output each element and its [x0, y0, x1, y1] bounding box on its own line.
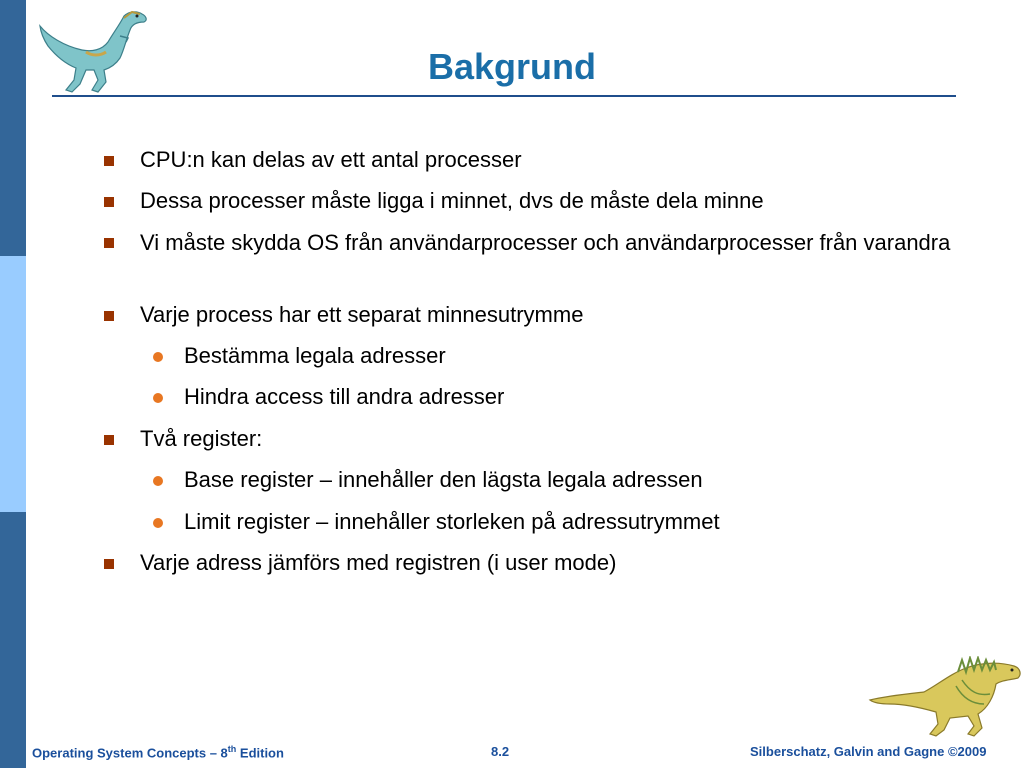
sub-bullet-item: Hindra access till andra adresser: [184, 384, 505, 409]
round-subbullet-icon: [153, 518, 163, 528]
round-subbullet-icon: [153, 393, 163, 403]
bullet-item: Varje process har ett separat minnesutrymme: [140, 302, 584, 327]
slide-title: Bakgrund: [427, 46, 596, 87]
sub-bullet-item: Base register – innehåller den lägsta legala adressen: [184, 467, 703, 492]
square-bullet-icon: [104, 435, 114, 445]
sub-bullet-item: Bestämma legala adresser: [184, 343, 446, 368]
round-subbullet-icon: [153, 476, 163, 486]
bullet-item: CPU:n kan delas av ett antal processer: [140, 147, 522, 172]
square-bullet-icon: [104, 559, 114, 569]
bullet-item: Varje adress jämförs med registren (i user mode): [140, 550, 617, 575]
square-bullet-icon: [104, 238, 114, 248]
square-bullet-icon: [104, 197, 114, 207]
dinosaur-bottom-illustration: [866, 656, 1024, 738]
round-subbullet-icon: [153, 352, 163, 362]
square-bullet-icon: [104, 311, 114, 321]
bullet-item: Vi måste skydda OS från användarprocesser och användarprocesser från varandra: [140, 230, 951, 255]
square-bullet-icon: [104, 156, 114, 166]
bullet-item: Två register:: [140, 426, 263, 451]
footer-book-title: Operating System Concepts – 8th Edition: [32, 744, 284, 761]
sub-bullet-item: Limit register – innehåller storleken på adressutrymmet: [184, 509, 720, 534]
bullet-item: Dessa processer måste ligga i minnet, dvs de måste dela minne: [140, 188, 764, 213]
footer-copyright: Silberschatz, Galvin and Gagne ©2009: [750, 744, 987, 759]
footer-page-number: 8.2: [491, 744, 510, 759]
